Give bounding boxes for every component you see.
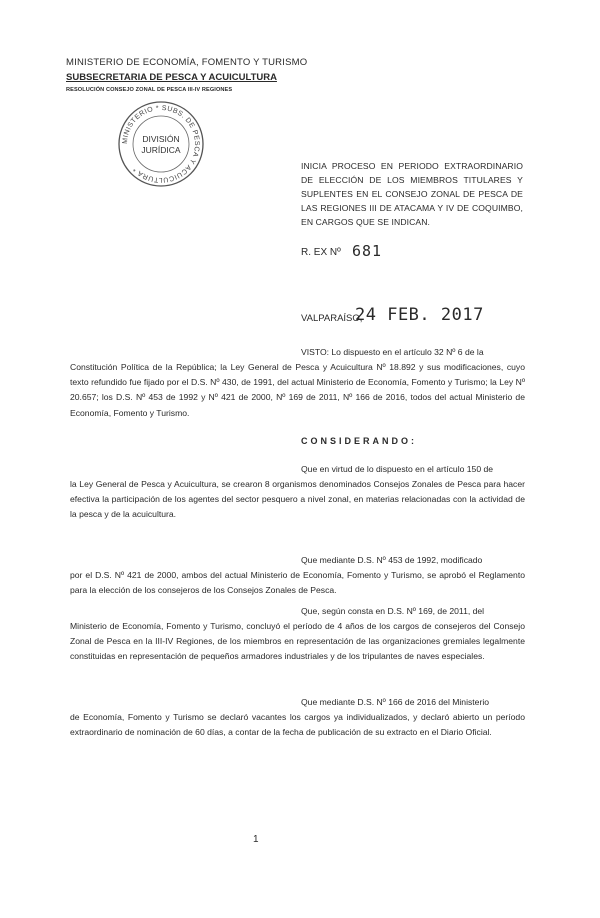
paragraph-4-first-line: Que mediante D.S. Nº 166 de 2016 del Ministerio	[301, 697, 490, 707]
place-name: VALPARAÍSO,	[301, 313, 363, 324]
paragraph-3-body: Ministerio de Economía, Fomento y Turismo, concluyó el período de 4 años de los cargos de consejeros del Consejo Zonal de Pesca en la III-IV Regiones, de los miembros en representación de las organizaciones gremiales legalmente constituidas en representación de pequeños armadores industriales y de los tripulantes de naves especiales.	[70, 621, 525, 662]
page-number: 1	[253, 834, 259, 845]
considerando-heading: CONSIDERANDO:	[301, 436, 418, 446]
paragraph-4-body: de Economía, Fomento y Turismo se declaró vacantes los cargos ya individualizados, y declaró abierto un período extraordinario de nominación de 60 días, a contar de la fecha de publicación de su extracto en el Diario Oficial.	[70, 712, 525, 738]
ministry-name: MINISTERIO DE ECONOMÍA, FOMENTO Y TURISMO	[66, 57, 308, 68]
stamp-center-line1: DIVISIÓN	[142, 134, 180, 144]
stamp-center-line2: JURÍDICA	[141, 145, 181, 155]
paragraph-3-first-line: Que, según consta en D.S. Nº 169, de 2011, del	[301, 606, 485, 616]
subsecretaria-name: SUBSECRETARIA DE PESCA Y ACUICULTURA	[66, 72, 277, 83]
visto-first-line: VISTO: Lo dispuesto en el artículo 32 Nº 6 de la	[301, 347, 484, 357]
visto-body: Constitución Política de la República; la Ley General de Pesca y Acuicultura Nº 18.892 y sus modificaciones, cuyo texto refundido fue fijado por el D.S. Nº 430, de 1991, del actual Ministerio de Economía, Fomento y Turismo; la Ley Nº 20.657; los D.S. Nº 453 de 1992 y Nº 421 de 2000, Nº 169 de 2011, Nº 166 de 2016, todos del actual Ministerio de Economía, Fomento y Turismo.	[70, 362, 525, 418]
date-stamp: 24 FEB. 2017	[355, 305, 484, 325]
paragraph-2-first-line: Que mediante D.S. Nº 453 de 1992, modificado	[301, 555, 483, 565]
resolution-label: R. EX Nº	[301, 247, 341, 258]
resolution-reference: INICIA PROCESO EN PERIODO EXTRAORDINARIO DE ELECCIÓN DE LOS MIEMBROS TITULARES Y SUPLENTES EN EL CONSEJO ZONAL DE PESCA DE LAS REGIONES III DE ATACAMA Y IV DE COQUIMBO, EN CARGOS QUE SE INDICAN.	[301, 161, 523, 227]
resolution-council-line: RESOLUCIÓN CONSEJO ZONAL DE PESCA III-IV REGIONES	[66, 87, 233, 93]
stamp-ring-text: MINISTERIO * SUBS. DE PESCA Y ACUICULTURA *	[121, 104, 201, 184]
resolution-number: 681	[352, 242, 383, 260]
paragraph-1-body: la Ley General de Pesca y Acuicultura, se crearon 8 organismos denominados Consejos Zonales de Pesca para hacer efectiva la participación de los agentes del sector pesquero a nivel zonal, en materias relacionadas con la actividad de la pesca y de la acuicultura.	[70, 479, 525, 520]
division-juridica-stamp-icon	[117, 100, 205, 188]
paragraph-1-first-line: Que en virtud de lo dispuesto en el artículo 150 de	[301, 464, 494, 474]
paragraph-2-body: por el D.S. Nº 421 de 2000, ambos del actual Ministerio de Economía, Fomento y Turismo, se aprobó el Reglamento para la elección de los consejeros de los Consejos Zonales de Pesca.	[70, 570, 525, 596]
